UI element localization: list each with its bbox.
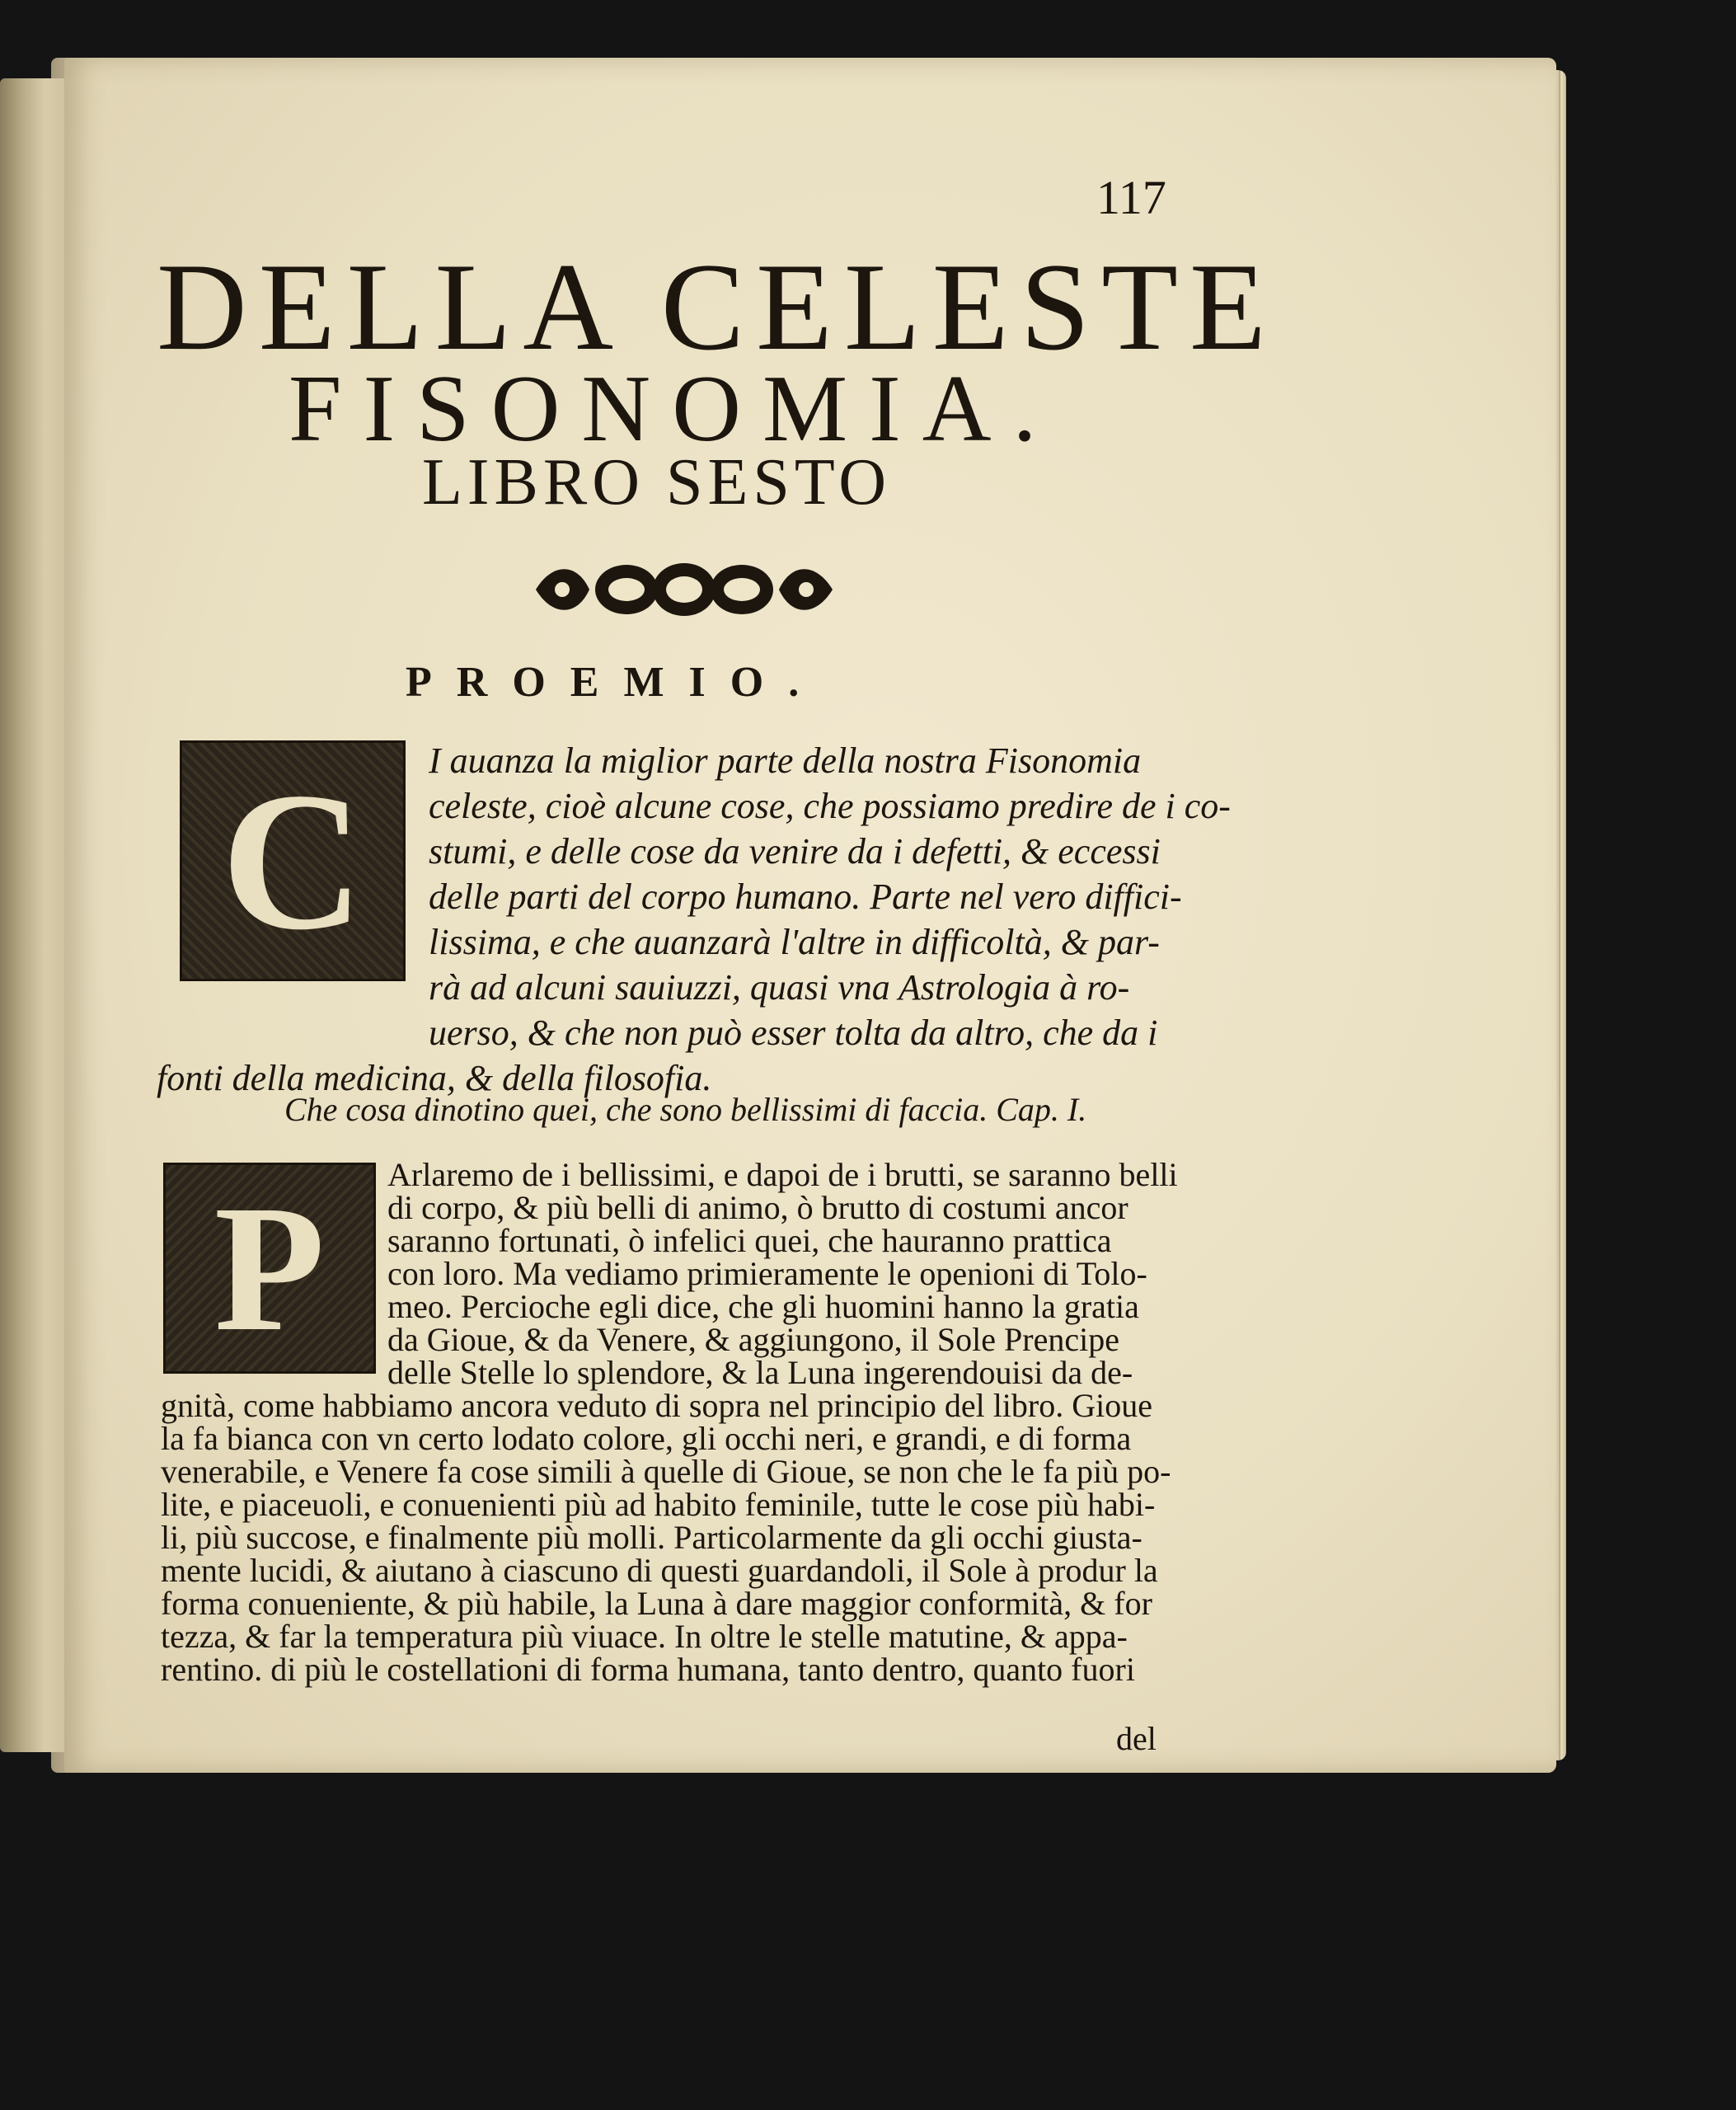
chapter-heading: Che cosa dinotino quei, che sono bellissimi di faccia. Cap. I. bbox=[284, 1091, 1087, 1128]
chapter-line: da Gioue, & da Venere, & aggiungono, il Sole Prencipe bbox=[387, 1321, 1119, 1358]
page-number: 117 bbox=[1096, 171, 1166, 224]
chapter-line: venerabile, e Venere fa cose simili à quelle di Gioue, se non che le fa più po- bbox=[161, 1453, 1171, 1490]
chapter-line: forma conueniente, & più habile, la Luna à dare maggior conformità, & for bbox=[161, 1585, 1152, 1622]
chapter-line: con loro. Ma vediamo primieramente le openioni di Tolo- bbox=[387, 1255, 1147, 1292]
decorated-initial-p: P bbox=[163, 1163, 376, 1374]
proem-line: celeste, cioè alcune cose, che possiamo predire de i co- bbox=[429, 786, 1231, 826]
catchword: del bbox=[1116, 1720, 1157, 1757]
section-title: PROEMIO. bbox=[406, 659, 824, 706]
chapter-line: mente lucidi, & aiutano à ciascuno di questi guardandoli, il Sole à produr la bbox=[161, 1552, 1158, 1589]
chapter-line: saranno fortunati, ò infelici quei, che hauranno prattica bbox=[387, 1222, 1112, 1259]
chapter-line: Arlaremo de i bellissimi, e dapoi de i brutti, se saranno belli bbox=[387, 1156, 1178, 1193]
title-line-2: FISONOMIA. bbox=[289, 356, 1058, 462]
chapter-line: delle Stelle lo splendore, & la Luna ingerendouisi da de- bbox=[387, 1354, 1133, 1391]
chapter-line: rentino. di più le costellationi di forma humana, tanto dentro, quanto fuori bbox=[161, 1651, 1135, 1688]
proem-line: lissima, e che auanzarà l'altre in difficoltà, & par- bbox=[429, 922, 1160, 962]
proem-line: rà ad alcuni sauiuzzi, quasi vna Astrologia à ro- bbox=[429, 967, 1130, 1008]
decorated-initial-c: C bbox=[180, 740, 406, 981]
chapter-line: gnità, come habbiamo ancora veduto di sopra nel principio del libro. Gioue bbox=[161, 1387, 1152, 1424]
left-page-edge bbox=[0, 78, 64, 1752]
decorative-fleuron-icon bbox=[528, 554, 841, 625]
chapter-line: tezza, & far la temperatura più viuace. In oltre le stelle matutine, & appa- bbox=[161, 1618, 1128, 1655]
chapter-line: meo. Percioche egli dice, che gli huomini hanno la gratia bbox=[387, 1288, 1139, 1325]
proem-line: stumi, e delle cose da venire da i defetti, & eccessi bbox=[429, 831, 1161, 872]
book-heading: LIBRO SESTO bbox=[422, 446, 892, 519]
proem-line: uerso, & che non può esser tolta da altro, che da i bbox=[429, 1013, 1158, 1053]
proem-line: I auanza la miglior parte della nostra Fisonomia bbox=[429, 740, 1142, 781]
proem-line: delle parti del corpo humano. Parte nel vero diffici- bbox=[429, 876, 1182, 917]
chapter-line: li, più succose, e finalmente più molli. Particolarmente da gli occhi giusta- bbox=[161, 1519, 1142, 1556]
chapter-line: la fa bianca con vn certo lodato colore, gli occhi neri, e grandi, e di forma bbox=[161, 1420, 1132, 1457]
proem-line: fonti della medicina, & della filosofia. bbox=[157, 1058, 712, 1098]
title-line-1: DELLA CELESTE bbox=[157, 237, 1278, 376]
chapter-line: di corpo, & più belli di animo, ò brutto di costumi ancor bbox=[387, 1189, 1128, 1226]
chapter-line: lite, e piaceuoli, e conuenienti più ad habito feminile, tutte le cose più habi- bbox=[161, 1486, 1156, 1523]
